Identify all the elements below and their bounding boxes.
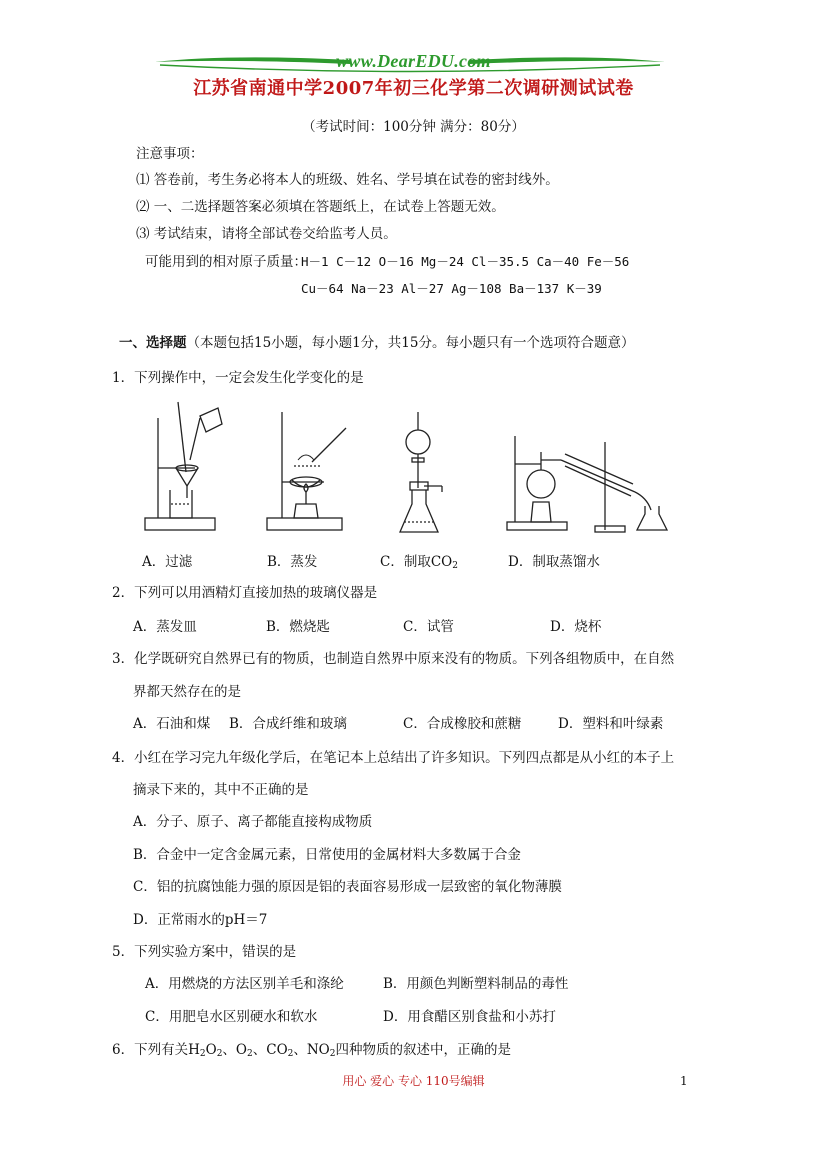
question-6-stem: [112, 1041, 511, 1063]
notes-heading: 注意事项：: [136, 146, 204, 162]
q6-text-5: 、NO: [293, 1042, 330, 1058]
q6-sub-1: 2: [199, 1049, 206, 1059]
atomic-masses-line1: H－1 C－12 O－16 Mg－24 Cl－35.5 Ca－40 Fe－56: [301, 254, 630, 269]
q2-option-a: A．蒸发皿: [133, 619, 197, 635]
question-3-stem-line1: 3．化学既研究自然界已有的物质，也制造自然界中原来没有的物质。下列各组物质中，在自然: [112, 651, 675, 667]
q5-option-a: A．用燃烧的方法区别羊毛和涤纶: [145, 976, 344, 992]
footer-text: 用心 爱心 专心 110号编辑: [342, 1074, 485, 1088]
q2-option-c: C．试管: [403, 619, 454, 635]
q3-option-a: A．石油和煤: [133, 716, 211, 732]
q4-option-d: D．正常雨水的pH＝7: [133, 912, 268, 928]
q6-text-2: O: [205, 1042, 217, 1058]
q6-text-1: 6．下列有关H: [112, 1042, 200, 1058]
note-item-3: ⑶ 考试结束，请将全部试卷交给监考人员。: [136, 226, 397, 242]
question-2-stem: 2．下列可以用酒精灯直接加热的玻璃仪器是: [112, 585, 378, 601]
q1-option-c-text: C．制取CO: [380, 554, 453, 570]
note-item-1: ⑴ 答卷前，考生务必将本人的班级、姓名、学号填在试卷的密封线外。: [136, 172, 559, 188]
q1-option-d: D．制取蒸馏水: [508, 554, 600, 570]
atomic-masses-line2: Cu－64 Na－23 Al－27 Ag－108 Ba－137 K－39: [301, 281, 602, 296]
q1-option-c: [380, 553, 458, 575]
filtration-apparatus-figure: [140, 400, 230, 536]
q5-option-c: C．用肥皂水区别硬水和软水: [145, 1009, 318, 1025]
atomic-masses-label: 可能用到的相对原子质量：: [145, 254, 307, 270]
distillation-apparatus-figure: [505, 430, 675, 536]
q6-sub-4: 2: [287, 1049, 294, 1059]
question-4-stem-line2: 摘录下来的，其中不正确的是: [133, 782, 309, 798]
q4-option-a: A．分子、原子、离子都能直接构成物质: [133, 814, 373, 830]
q6-sub-3: 2: [247, 1049, 253, 1059]
q6-text-4: 、CO: [252, 1042, 288, 1058]
q5-option-b: B．用颜色判断塑料制品的毒性: [383, 976, 569, 992]
q3-option-d: D．塑料和叶绿素: [558, 716, 664, 732]
q6-sub-2: 2: [216, 1049, 223, 1059]
q4-option-b: B．合金中一定含金属元素，日常使用的金属材料大多数属于合金: [133, 847, 521, 863]
evaporation-apparatus-figure: [262, 400, 352, 536]
question-1-stem: 1．下列操作中，一定会发生化学变化的是: [112, 370, 364, 386]
q6-text-6: 四种物质的叙述中，正确的是: [335, 1042, 511, 1058]
q4-option-c: C．铝的抗腐蚀能力强的原因是铝的表面容易形成一层致密的氧化物薄膜: [133, 879, 562, 895]
q6-text-3: 、O: [222, 1042, 247, 1058]
q1-option-b: B．蒸发: [267, 554, 318, 570]
note-item-2: ⑵ 一、二选择题答案必须填在答题纸上，在试卷上答题无效。: [136, 199, 505, 215]
question-5-stem: 5．下列实验方案中，错误的是: [112, 944, 297, 960]
q5-option-d: D．用食醋区别食盐和小苏打: [383, 1009, 556, 1025]
question-4-stem-line1: 4．小红在学习完九年级化学后，在笔记本上总结出了许多知识。下列四点都是从小红的本子上: [112, 750, 675, 766]
section-title: 一、选择题: [119, 335, 187, 351]
q1-option-a: A．过滤: [142, 554, 193, 570]
q1-option-c-subscript: 2: [452, 561, 458, 571]
co2-generator-figure: [392, 410, 448, 540]
page-number: 1: [680, 1074, 688, 1088]
section-heading: [119, 334, 634, 352]
section-description: （本题包括15小题，每小题1分，共15分。每小题只有一个选项符合题意）: [186, 335, 635, 351]
q2-option-d: D．烧杯: [550, 619, 602, 635]
page-title: 江苏省南通中学2007年初三化学第二次调研测试试卷: [193, 78, 634, 99]
q3-option-b: B．合成纤维和玻璃: [229, 716, 347, 732]
q2-option-b: B．燃烧匙: [266, 619, 330, 635]
q6-sub-5: 2: [329, 1049, 336, 1059]
exam-info: （考试时间：100分钟 满分：80分）: [302, 119, 525, 135]
q3-option-c: C．合成橡胶和蔗糖: [403, 716, 522, 732]
question-3-stem-line2: 界都天然存在的是: [133, 684, 241, 700]
brand-header[interactable]: www.DearEDU.com: [336, 51, 491, 71]
